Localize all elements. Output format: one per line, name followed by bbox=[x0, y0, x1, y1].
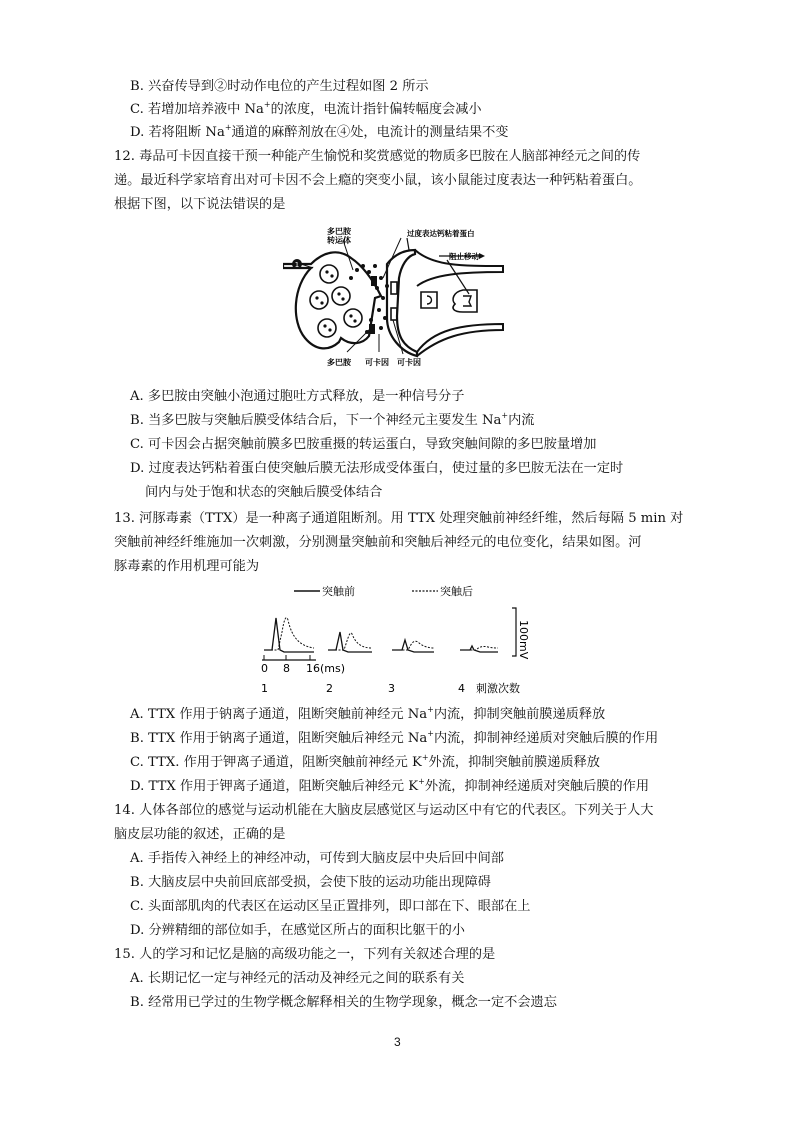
q13-option-b: B. TTX 作用于钠离子通道，阻断突触后神经元 Na+内流，抑制神经递质对突触后膜的作用 bbox=[130, 729, 659, 746]
q11-option-b: B. 兴奋传导到②时动作电位的产生过程如图 2 所示 bbox=[130, 79, 429, 94]
q11-option-d: D. 若将阻断 Na+通道的麻醉剂放在④处，电流计的测量结果不变 bbox=[130, 123, 509, 140]
label-cocaine-right: 可卡因 bbox=[397, 358, 421, 367]
q13-option-d: D. TTX 作用于钾离子通道，阻断突触后神经元 K+外流，抑制神经递质对突触后膜的作用 bbox=[130, 777, 650, 794]
label-overexpress: 过度表达钙粘着蛋白 bbox=[407, 229, 475, 238]
q11-option-c: C. 若增加培养液中 Na+的浓度，电流计指针偏转幅度会减小 bbox=[130, 100, 482, 117]
q12-stem-line3: 根据下图，以下说法错误的是 bbox=[114, 197, 286, 212]
stim-number-3: 3 bbox=[388, 682, 395, 695]
vesicle bbox=[344, 309, 362, 327]
q14-stem-line1: 14. 人体各部位的感觉与运动机能在大脑皮层感觉区与运动区中有它的代表区。下列关于人大 bbox=[114, 803, 654, 818]
q14-option-c: C. 头面部肌肉的代表区在运动区呈正置排列，即口部在下、眼部在上 bbox=[130, 899, 531, 914]
q14-option-a: A. 手指传入神经上的神经冲动，可传到大脑皮层中央后回中间部 bbox=[130, 851, 504, 866]
q13-option-a: A. TTX 作用于钠离子通道，阻断突触前神经元 Na+内流，抑制突触前膜递质释放 bbox=[130, 705, 606, 722]
vesicle bbox=[320, 265, 338, 283]
trace-3 bbox=[392, 640, 434, 652]
legend-pre: 突触前 bbox=[322, 585, 355, 598]
synapse-diagram bbox=[283, 226, 523, 374]
axis-tick-0: 0 bbox=[261, 662, 268, 675]
vesicle bbox=[310, 291, 328, 309]
q14-option-b: B. 大脑皮层中央前回底部受损，会使下肢的运动功能出现障碍 bbox=[130, 875, 491, 890]
trace-2 bbox=[328, 632, 372, 652]
q12-stem-line1: 12. 毒品可卡因直接干预一种能产生愉悦和奖赏感觉的物质多巴胺在人脑部神经元之间的传 bbox=[114, 149, 641, 164]
stim-label: 刺激次数 bbox=[476, 682, 520, 695]
q12-option-d: D. 过度表达钙粘着蛋白使突触后膜无法形成受体蛋白，使过量的多巴胺无法在一定时 bbox=[130, 461, 624, 476]
q12-option-a: A. 多巴胺由突触小泡通过胞吐方式释放，是一种信号分子 bbox=[130, 389, 465, 404]
scale-label: 100mV bbox=[517, 620, 530, 660]
axis-tick-8: 8 bbox=[283, 662, 290, 675]
ttx-potential-figure bbox=[254, 580, 534, 698]
svg-text:转运体: 转运体 bbox=[327, 236, 351, 245]
marker-label: 1 bbox=[294, 261, 300, 269]
q13-stem-line2: 突触前神经纤维施加一次刺激，分别测量突触前和突触后神经元的电位变化，结果如图。河 bbox=[114, 535, 642, 550]
legend-post: 突触后 bbox=[440, 585, 473, 598]
page-number: 3 bbox=[394, 1035, 401, 1049]
q13-stem-line1: 13. 河豚毒素（TTX）是一种离子通道阻断剂。用 TTX 处理突触前神经纤维，然后每隔 5 min 对 bbox=[114, 511, 684, 526]
q13-stem-line3: 豚毒素的作用机理可能为 bbox=[114, 559, 260, 574]
q15-option-b: B. 经常用已学过的生物学概念解释相关的生物学现象，概念一定不会遗忘 bbox=[130, 995, 557, 1010]
q15-option-a: A. 长期记忆一定与神经元的活动及神经元之间的联系有关 bbox=[130, 971, 465, 986]
q14-option-d: D. 分辨精细的部位如手，在感觉区所占的面积比躯干的小 bbox=[130, 923, 465, 938]
q14-stem-line2: 脑皮层功能的叙述，正确的是 bbox=[114, 827, 286, 842]
axis-tick-16: 16(ms) bbox=[306, 662, 346, 675]
stim-number-4: 4 bbox=[458, 682, 465, 695]
q13-option-c: C. TTX. 作用于钾离子通道，阻断突触前神经元 K+外流，抑制突触前膜递质释放 bbox=[130, 753, 600, 770]
stim-number-2: 2 bbox=[326, 682, 333, 695]
vesicle bbox=[318, 319, 336, 337]
q12-option-d-cont: 间内与处于饱和状态的突触后膜受体结合 bbox=[145, 485, 383, 500]
label-cocaine-left: 可卡因 bbox=[365, 358, 389, 367]
q12-option-c: C. 可卡因会占据突触前膜多巴胺重摄的转运蛋白，导致突触间隙的多巴胺量增加 bbox=[130, 437, 597, 452]
trace-4 bbox=[460, 646, 498, 652]
trace-1 bbox=[264, 618, 314, 652]
q12-stem-line2: 递。最近科学家培育出对可卡因不会上瘾的突变小鼠，该小鼠能过度表达一种钙粘着蛋白。 bbox=[114, 173, 642, 188]
label-dopamine-transporter: 多巴胺 bbox=[327, 227, 351, 236]
label-dopamine: 多巴胺 bbox=[327, 358, 351, 367]
vesicle bbox=[332, 287, 350, 305]
q15-stem: 15. 人的学习和记忆是脑的高级功能之一，下列有关叙述合理的是 bbox=[114, 947, 496, 962]
label-block: 阻止移动 bbox=[449, 252, 479, 261]
stim-number-1: 1 bbox=[261, 682, 268, 695]
q12-option-b: B. 当多巴胺与突触后膜受体结合后，下一个神经元主要发生 Na+内流 bbox=[130, 411, 535, 428]
